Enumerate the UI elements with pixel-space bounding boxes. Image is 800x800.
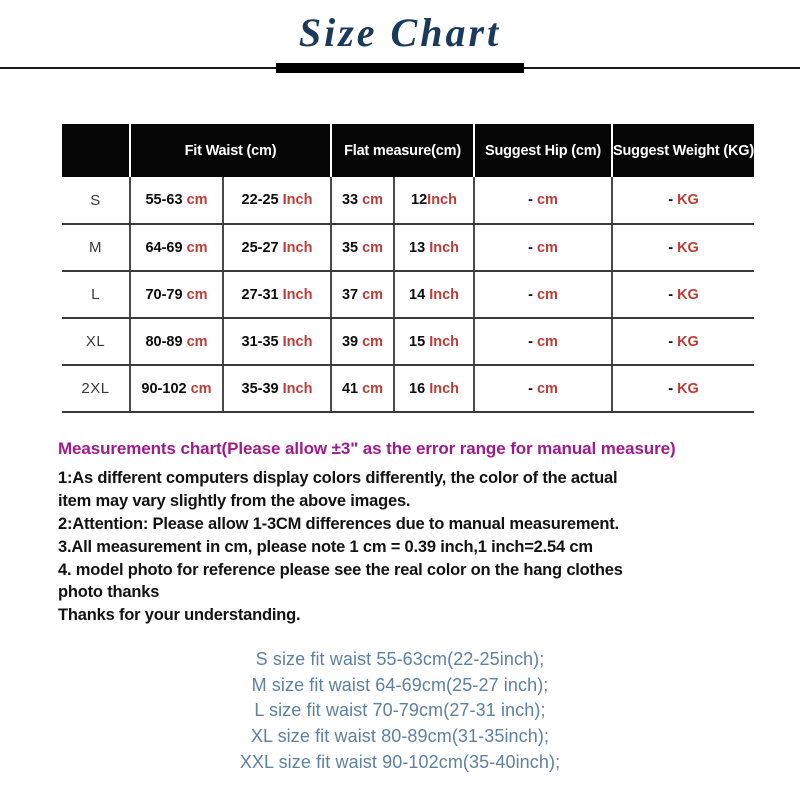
unit-cm: cm [190, 380, 212, 397]
summary-line-s: S size fit waist 55-63cm(22-25inch); [255, 648, 545, 669]
value-flat-cm: 35 [341, 239, 359, 256]
cell-fit-waist-inch [223, 365, 331, 412]
value-flat-cm: 33 [341, 192, 359, 208]
summary-line-l: L size fit waist 70-79cm(27-31 inch); [254, 700, 546, 721]
unit-cm: cm [186, 239, 208, 256]
title-divider [0, 63, 800, 73]
cell-suggest-weight [612, 318, 754, 365]
size-table-container [62, 124, 754, 413]
cell-size [62, 271, 130, 318]
unit-inch: Inch [429, 333, 459, 350]
unit-cm: cm [186, 286, 208, 303]
table-row [62, 177, 754, 224]
value-waist-cm: 90-102 [141, 380, 187, 397]
size-summary-list [0, 647, 800, 776]
table-row [62, 318, 754, 365]
table-row [62, 365, 754, 412]
table-header-row [62, 124, 754, 177]
cell-flat-measure-inch [394, 177, 474, 224]
value-waist-cm: 70-79 [145, 286, 183, 303]
value-waist-inch: 25-27 [241, 239, 279, 256]
value-waist-inch: 22-25 [241, 192, 279, 208]
cell-suggest-hip [474, 318, 612, 365]
unit-cm: cm [536, 380, 558, 397]
unit-cm: cm [536, 239, 558, 256]
cell-suggest-hip [474, 177, 612, 224]
unit-inch: Inch [429, 380, 459, 397]
value-waist-cm: 80-89 [145, 333, 183, 350]
cell-flat-measure-cm [331, 271, 394, 318]
value-flat-cm: 41 [341, 380, 359, 397]
value-hip: - [528, 333, 533, 350]
cell-fit-waist-cm [130, 271, 223, 318]
notes-heading: Measurements chart(Please allow ±3" as the error range for manual measure) [58, 439, 676, 458]
cell-flat-measure-cm [331, 224, 394, 271]
cell-fit-waist-cm [130, 177, 223, 224]
cell-suggest-weight [612, 271, 754, 318]
cell-fit-waist-inch [223, 177, 331, 224]
size-label: XL [85, 333, 106, 350]
cell-size [62, 365, 130, 412]
cell-fit-waist-inch [223, 318, 331, 365]
unit-cm: cm [362, 286, 384, 303]
cell-flat-measure-inch [394, 318, 474, 365]
value-waist-cm: 64-69 [145, 239, 183, 256]
unit-cm: cm [536, 286, 558, 303]
unit-kg: KG [677, 333, 699, 350]
unit-inch: Inch [282, 192, 313, 208]
summary-line-xl: XL size fit waist 80-89cm(31-35inch); [250, 726, 550, 746]
unit-kg: KG [677, 286, 699, 303]
table-row [62, 224, 754, 271]
value-flat-inch: 15 [409, 333, 426, 350]
size-label: L [91, 286, 100, 303]
value-waist-inch: 27-31 [241, 286, 279, 303]
value-hip: - [528, 380, 533, 397]
size-label: M [89, 239, 102, 256]
cell-flat-measure-inch [394, 365, 474, 412]
value-waist-cm: 55-63 [145, 192, 183, 208]
header-suggest-hip: Suggest Hip (cm) [474, 124, 612, 177]
value-hip: - [528, 286, 533, 303]
note-line-4-cont: photo thanks [58, 583, 160, 602]
cell-fit-waist-inch [223, 224, 331, 271]
size-label: S [90, 191, 101, 209]
measurement-notes [58, 438, 698, 627]
cell-suggest-hip [474, 365, 612, 412]
note-line-1: 1:As different computers display colors differently, the color of the actual [58, 469, 618, 488]
title-block [0, 0, 800, 73]
cell-fit-waist-cm [130, 365, 223, 412]
unit-inch: Inch [282, 380, 313, 397]
unit-cm: cm [536, 333, 558, 350]
page-title: Size Chart [298, 10, 502, 55]
cell-suggest-hip [474, 224, 612, 271]
cell-size [62, 177, 130, 224]
unit-cm: cm [362, 192, 384, 208]
unit-cm: cm [186, 333, 208, 350]
value-flat-cm: 39 [341, 333, 359, 350]
unit-inch: Inch [282, 239, 313, 256]
value-flat-inch: 14 [409, 286, 426, 303]
cell-size [62, 318, 130, 365]
header-flat-measure: Flat measure(cm) [331, 124, 474, 177]
value-weight: - [668, 192, 674, 208]
cell-flat-measure-cm [331, 177, 394, 224]
cell-fit-waist-cm [130, 224, 223, 271]
header-size-corner [62, 124, 130, 177]
value-weight: - [668, 333, 674, 350]
unit-inch: Inch [282, 333, 313, 350]
value-weight: - [668, 239, 674, 256]
unit-kg: KG [677, 239, 699, 256]
value-hip: - [528, 239, 533, 256]
note-line-1-cont: item may vary slightly from the above images. [58, 492, 411, 511]
unit-inch: Inch [282, 286, 313, 303]
note-line-thanks: Thanks for your understanding. [58, 606, 301, 625]
cell-flat-measure-cm [331, 365, 394, 412]
divider-thick-bar [276, 63, 524, 73]
value-flat-inch: 13 [409, 239, 426, 256]
value-waist-inch: 35-39 [241, 380, 279, 397]
unit-cm: cm [362, 380, 384, 397]
unit-kg: KG [677, 192, 699, 208]
note-line-2: 2:Attention: Please allow 1-3CM differences due to manual measurement. [58, 514, 619, 533]
value-waist-inch: 31-35 [241, 333, 279, 350]
value-flat-cm: 37 [341, 286, 359, 303]
unit-inch: Inch [429, 239, 459, 256]
cell-suggest-hip [474, 271, 612, 318]
summary-line-xxl: XXL size fit waist 90-102cm(35-40inch); [239, 751, 561, 772]
cell-fit-waist-inch [223, 271, 331, 318]
cell-suggest-weight [612, 177, 754, 224]
value-weight: - [668, 286, 674, 303]
summary-line-m: M size fit waist 64-69cm(25-27 inch); [251, 674, 549, 695]
unit-kg: KG [677, 380, 699, 397]
unit-cm: cm [186, 192, 208, 208]
note-line-3: 3.All measurement in cm, please note 1 cm = 0.39 inch,1 inch=2.54 cm [58, 537, 593, 556]
unit-cm: cm [536, 192, 558, 208]
value-hip: - [528, 192, 533, 208]
cell-size [62, 224, 130, 271]
unit-inch: Inch [429, 286, 459, 303]
cell-suggest-weight [612, 365, 754, 412]
value-flat-inch: 12 [411, 192, 428, 208]
cell-flat-measure-inch [394, 224, 474, 271]
unit-cm: cm [362, 333, 384, 350]
unit-inch: Inch [427, 192, 457, 208]
table-row [62, 271, 754, 318]
note-line-4: 4. model photo for reference please see the real color on the hang clothes [58, 560, 623, 579]
cell-fit-waist-cm [130, 318, 223, 365]
size-chart-table [62, 124, 754, 413]
cell-suggest-weight [612, 224, 754, 271]
table-body [62, 177, 754, 412]
cell-flat-measure-cm [331, 318, 394, 365]
cell-flat-measure-inch [394, 271, 474, 318]
size-label: 2XL [81, 380, 110, 397]
unit-cm: cm [362, 239, 384, 256]
header-suggest-weight: Suggest Weight (KG) [612, 124, 754, 177]
value-weight: - [668, 380, 674, 397]
value-flat-inch: 16 [409, 380, 426, 397]
header-fit-waist: Fit Waist (cm) [130, 124, 331, 177]
table-header [62, 124, 754, 177]
